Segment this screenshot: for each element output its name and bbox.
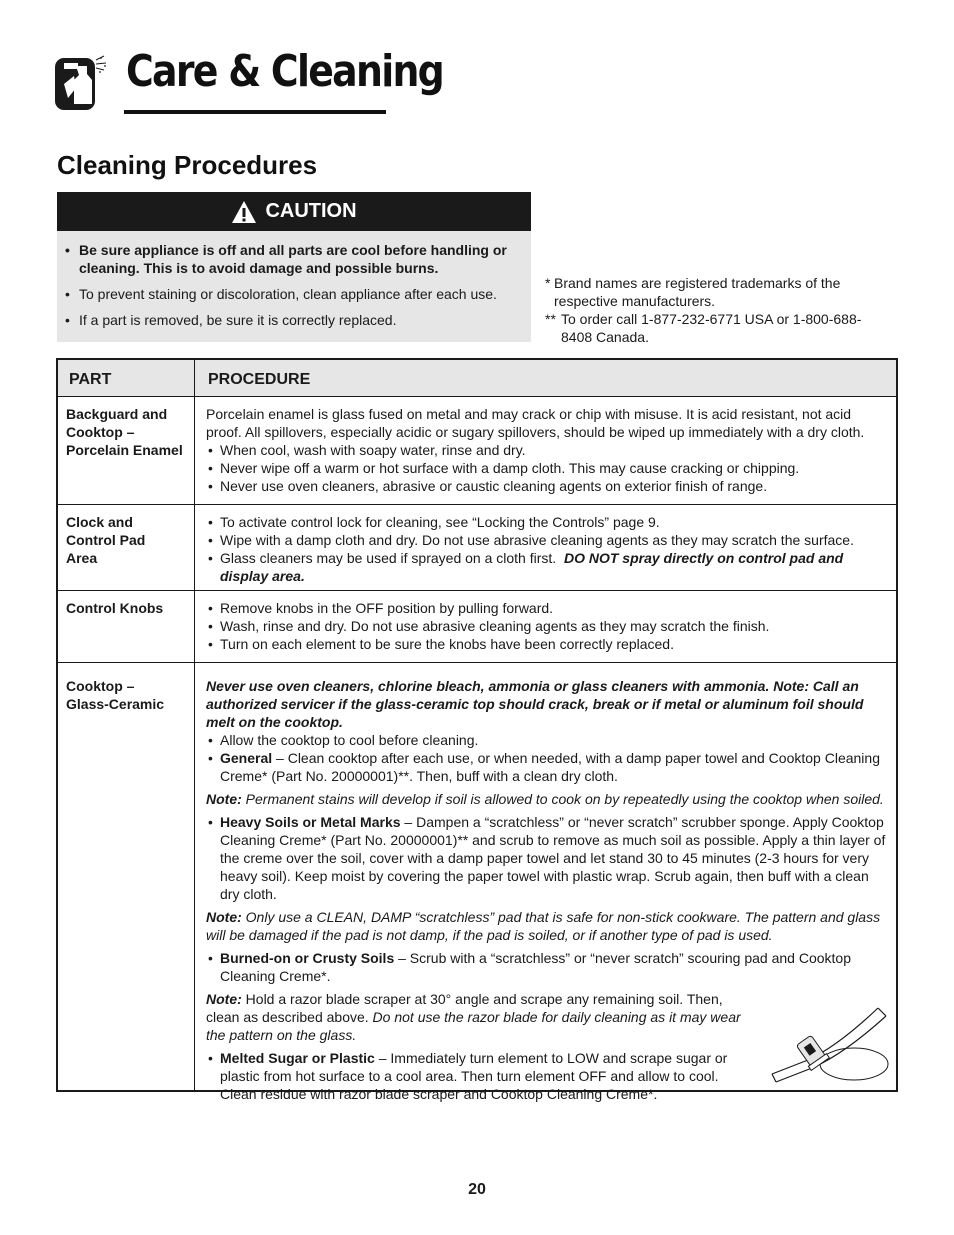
list-item: • Wash, rinse and dry. Do not use abrasive cleaning agents as they may scratch the finish.	[206, 617, 887, 635]
caution-header	[57, 192, 531, 231]
caution-item: • Be sure appliance is off and all parts are cool before handling or cleaning. This is to avoid damage and possible burns.	[65, 241, 521, 277]
trademark-note-text: Brand names are registered trademarks of the respective manufacturers.	[554, 275, 841, 309]
caution-box	[57, 192, 531, 342]
list-item: • When cool, wash with soapy water, rinse and dry.	[206, 441, 887, 459]
procedure-text	[206, 599, 887, 653]
list-item: • Remove knobs in the OFF position by pulling forward.	[206, 599, 887, 617]
part-name: Cooktop – Glass-Ceramic	[66, 678, 165, 712]
note-label: Note:	[206, 909, 242, 925]
list-item: • Turn on each element to be sure the knobs have been correctly replaced.	[206, 635, 887, 653]
table-row	[58, 396, 896, 505]
page-number: 20	[468, 1181, 486, 1198]
footnotes	[545, 274, 885, 346]
note-text: Hold a razor blade scraper at 30° angle and scrape any remaining soil. Then, clean as described above.	[206, 991, 723, 1025]
order-note	[545, 310, 885, 346]
list-item: • Never wipe off a warm or hot surface with a damp cloth. This may cause cracking or chipping.	[206, 459, 887, 477]
table-row	[58, 504, 896, 591]
list-item: • Never use oven cleaners, abrasive or caustic cleaning agents on exterior finish of range.	[206, 477, 887, 495]
column-header-procedure: PROCEDURE	[208, 371, 311, 388]
note-text: Only use a CLEAN, DAMP “scratchless” pad that is safe for non-stick cookware. The pattern and glass will be damaged if the pad is not damp, if the pad is soiled, or if another type of pad is used.	[206, 909, 881, 943]
page-title: Care & Cleaning	[126, 46, 444, 97]
part-name: Clock and Control Pad Area	[66, 514, 146, 566]
order-note-text: To order call 1-877-232-6771 USA or 1-800-688-8408 Canada.	[561, 311, 862, 345]
procedure-intro: Porcelain enamel is glass fused on metal and may crack or chip with misuse. It is acid resistant, not acid proof. All spillovers, especially acidic or sugary spillovers, should be wiped up immediately with a dry cloth.	[206, 406, 865, 440]
procedure-text	[206, 405, 887, 495]
table-header-row	[58, 360, 896, 396]
list-item-text: – Dampen a “scratchless” or “never scratch” scrubber sponge. Apply Cooktop Cleaning Creme* (Part No. 20000001)** and scrub to remove as much soil as possible. Apply a thin layer of the creme over the soil, cover with a damp paper towel and let stand 30 to 45 minutes (2-3 hours for very heavy soil). Keep moist by covering the paper towel with plastic wrap. Scrub again, then buff with a clean dry cloth.	[220, 814, 886, 902]
caution-list	[57, 231, 531, 329]
list-item-text: Glass cleaners may be used if sprayed on a cloth first.	[220, 550, 557, 566]
table-row	[58, 590, 896, 663]
list-item: • Wipe with a damp cloth and dry. Do not use abrasive cleaning agents as they may scratch the surface.	[206, 531, 887, 549]
razor-scraper-illustration	[768, 998, 892, 1088]
list-item	[206, 749, 887, 785]
section-title: Cleaning Procedures	[57, 150, 318, 180]
procedure-text	[206, 513, 887, 585]
list-item-label: General	[220, 750, 273, 766]
warning-triangle-icon	[231, 200, 257, 224]
list-item	[206, 1049, 757, 1103]
note-paragraph	[206, 990, 757, 1044]
list-item	[206, 549, 887, 585]
list-item-text: – Immediately turn element to LOW and scrape sugar or plastic from hot surface to a cool area. Then turn element OFF and allow to cool. Clean residue with razor blade scraper and Cooktop Cleaning Creme*.	[220, 1050, 728, 1102]
note-paragraph	[206, 790, 887, 808]
part-name: Backguard and Cooktop – Porcelain Enamel	[66, 406, 183, 458]
title-underline	[124, 110, 386, 114]
cleaning-procedures-table	[56, 358, 898, 1102]
footnote-marker: *	[545, 275, 551, 291]
note-paragraph	[206, 908, 887, 944]
note-label: Note:	[206, 791, 242, 807]
caution-label: CAUTION	[265, 200, 357, 222]
list-item-label: Burned-on or Crusty Soils	[220, 950, 395, 966]
caution-item: • To prevent staining or discoloration, clean appliance after each use.	[65, 285, 521, 303]
list-item: • Allow the cooktop to cool before cleaning.	[206, 731, 887, 749]
table-row	[58, 662, 896, 1102]
part-name: Control Knobs	[66, 600, 164, 616]
trademark-note	[545, 274, 885, 310]
list-item-text: – Scrub with a “scratchless” or “never scratch” scouring pad and Cooktop Cleaning Creme*.	[220, 950, 851, 984]
spray-bottle-icon	[54, 54, 108, 112]
list-item-text: – Clean cooktop after each use, or when needed, with a damp paper towel and Cooktop Cleaning Creme* (Part No. 20000001)**. Then, buff with a clean dry cloth.	[220, 750, 880, 784]
list-item-label: Heavy Soils or Metal Marks	[220, 814, 401, 830]
footnote-marker: **	[545, 311, 556, 327]
note-label: Note:	[206, 991, 242, 1007]
list-item-label: Melted Sugar or Plastic	[220, 1050, 375, 1066]
glass-ceramic-warning: Never use oven cleaners, chlorine bleach, ammonia or glass cleaners with ammonia. Note: Call an authorized servicer if the glass-ceramic top should crack, break or if metal or aluminum foil should melt on the cooktop.	[206, 678, 864, 730]
list-item: • To activate control lock for cleaning, see “Locking the Controls” page 9.	[206, 513, 887, 531]
note-text: Permanent stains will develop if soil is allowed to cook on by repeatedly using the cooktop when soiled.	[241, 791, 884, 807]
page-header	[54, 46, 444, 118]
caution-item: • If a part is removed, be sure it is correctly replaced.	[65, 311, 521, 329]
list-item	[206, 813, 887, 903]
column-header-part: PART	[69, 371, 112, 388]
note-text-italic: Do not use the razor blade for daily cleaning as it may wear the pattern on the glass.	[206, 1009, 741, 1043]
list-item-emphasis: DO NOT spray directly on control pad and display area.	[220, 550, 844, 584]
list-item	[206, 949, 887, 985]
